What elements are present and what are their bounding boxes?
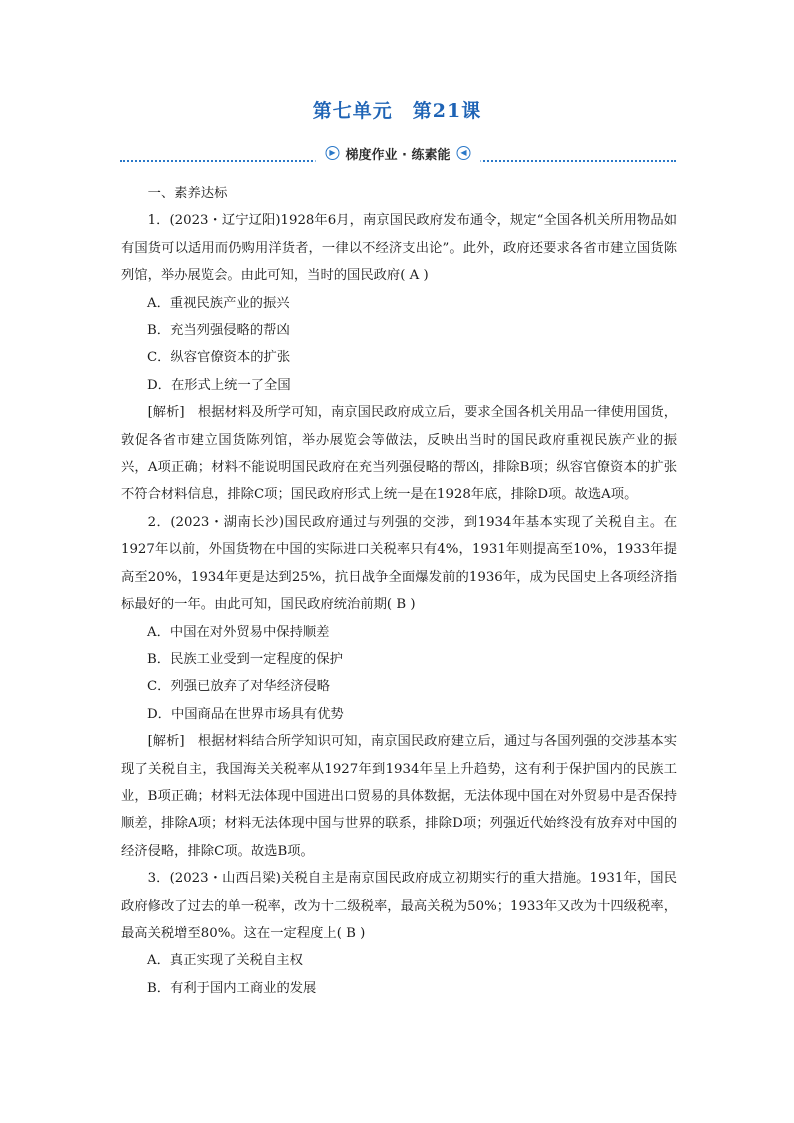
- question-1-option-c: C．纵容官僚资本的扩张: [147, 350, 291, 366]
- question-3-option-b: B．有利于国内工商业的发展: [147, 980, 317, 996]
- banner-box: [316, 142, 481, 164]
- question-1-option-b: B．充当列强侵略的帮凶: [147, 323, 290, 339]
- banner-label: 梯度作业 · 练素能: [345, 147, 451, 163]
- question-2-stem: 2．(2023・湖南长沙)国民政府通过与列强的交涉，到1934年基本实现了关税自主。在1927年以前，外国货物在中国的实际进口关税率只有4%，1931年则提高至10%，1933年提高至20%，1934年更是达到25%，抗日战争全面爆发前的1936年，成为民国史上各项经济指标最好的一年。由此可知，国民政府统治前期( B ): [121, 514, 677, 613]
- chevron-left-icon: ◀: [457, 146, 471, 160]
- section-banner: [120, 140, 676, 166]
- chevron-right-icon: ▶: [326, 146, 340, 160]
- question-1-option-d: D．在形式上统一了全国: [147, 377, 291, 393]
- question-2-option-a: A．中国在对外贸易中保持顺差: [147, 624, 330, 640]
- question-3-stem: 3．(2023・山西吕梁)关税自主是南京国民政府成立初期实行的重大措施。1931年，国民政府修改了过去的单一税率，改为十二级税率，最高关税为50%；1933年又改为十四级税率，最高关税增至80%。这在一定程度上( B ): [121, 871, 677, 941]
- question-1-stem: 1．(2023・辽宁辽阳)1928年6月，南京国民政府发布通令，规定“全国各机关所用物品如有国货可以适用而仍购用洋货者，一律以不经济支出论”。此外，政府还要求各省市建立国货陈列馆，举办展览会。由此可知，当时的国民政府( A ): [121, 213, 677, 284]
- question-2-option-d: D．中国商品在世界市场具有优势: [147, 706, 344, 722]
- question-2-option-b: B．民族工业受到一定程度的保护: [147, 651, 343, 667]
- question-2-analysis: [解析] 根据材料结合所学知识可知，南京国民政府建立后，通过与各国列强的交涉基本实现了关税自主，我国海关关税率从1927年到1934年呈上升趋势，这有利于保护国内的民族工业，B项正确；材料无法体现中国进出口贸易的具体数据，无法体现中国在对外贸易中是否保持顺差，排除A项；材料无法体现中国与世界的联系，排除D项；列强近代始终没有放弃对中国的经济侵略，排除C项。故选B项。: [121, 734, 677, 859]
- document-body: [121, 180, 677, 1002]
- question-2-option-c: C．列强已放弃了对华经济侵略: [147, 679, 331, 695]
- page-title: 第七单元 第21课: [312, 100, 482, 122]
- section-heading: 一、素养达标: [147, 186, 228, 201]
- question-1-analysis: [解析] 根据材料及所学可知，南京国民政府成立后，要求全国各机关用品一律使用国货，敦促各省市建立国货陈列馆，举办展览会等做法，反映出当时的国民政府重视民族产业的振兴，A项正确；材料不能说明国民政府在充当列强侵略的帮凶，排除B项；纵容官僚资本的扩张不符合材料信息，排除C项；国民政府形式上统一是在1928年底，排除D项。故选A项。: [121, 405, 677, 503]
- question-3-option-a: A．真正实现了关税自主权: [147, 953, 303, 969]
- question-1-option-a: A．重视民族产业的振兴: [147, 295, 290, 311]
